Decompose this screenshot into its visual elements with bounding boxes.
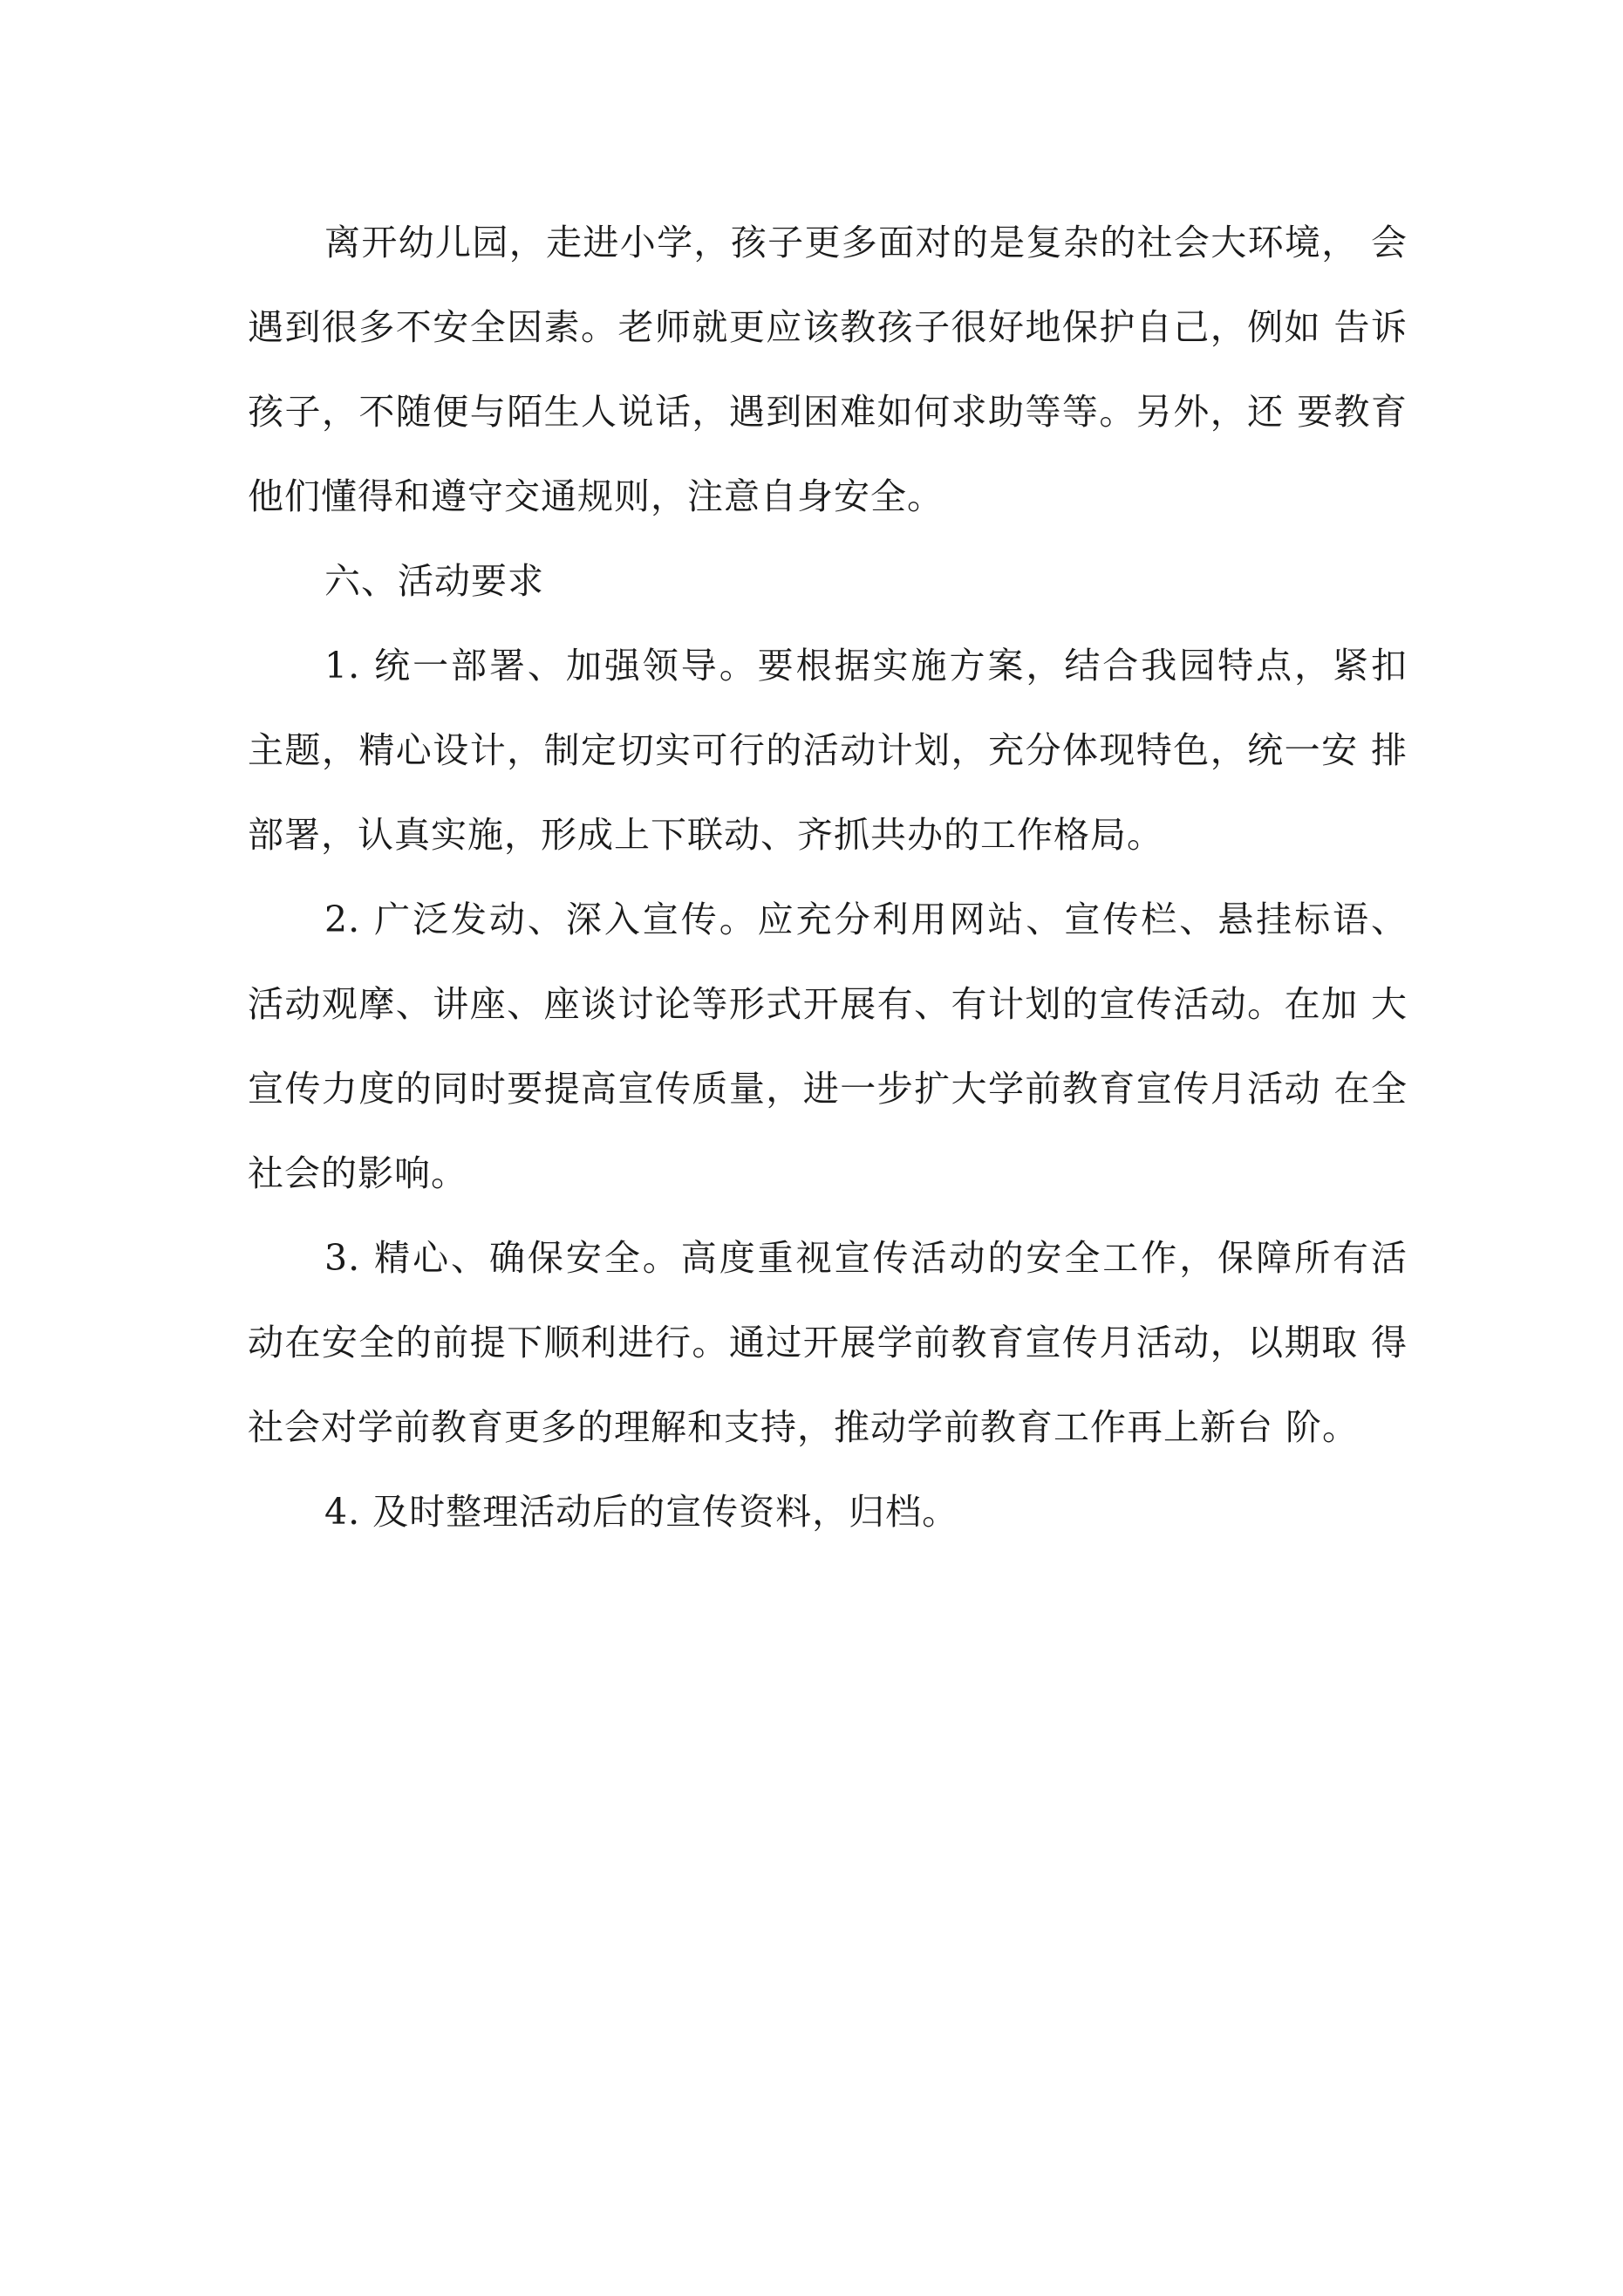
section-heading: 六、活动要求: [324, 560, 544, 602]
requirement-4-paragraph: 4. 及时整理活动后的宣传资料，归档。: [324, 1491, 959, 1533]
intro-paragraph: 离开幼儿园，走进小学，孩子更多面对的是复杂的社会大环境， 会遇到很多不安全因素。老师就更应该教孩子很好地保护自己，例如 告诉孩子，不随便与陌生人说话，遇到困难如何求助等等。另外，还 要教育他们懂得和遵守交通规则，注意自身安全。: [248, 222, 1408, 517]
requirement-1-paragraph: 1. 统一部署、加强领导。要根据实施方案，结合我园特点，紧扣 主题，精心设计，制定切实可行的活动计划，充分体现特色，统一安 排部署，认真实施，形成上下联动、齐抓共办的工作格局。: [248, 645, 1408, 856]
requirement-2-paragraph: 2. 广泛发动、深入宣传。应充分利用网站、宣传栏、悬挂标语、 活动观摩、讲座、座谈讨论等形式开展有、有计划的宣传活动。在加 大宣传力度的同时要提高宣传质量，进一步扩大学前教育宣传月活动 在全社会的影响。: [248, 899, 1408, 1194]
requirement-3-paragraph: 3. 精心、确保安全。高度重视宣传活动的安全工作，保障所有活 动在安全的前提下顺利进行。通过开展学前教育宣传月活动，以期取 得社会对学前教育更多的理解和支持，推动学前教育工作再上新台 阶。: [248, 1237, 1408, 1448]
document-body: [248, 201, 1408, 1555]
